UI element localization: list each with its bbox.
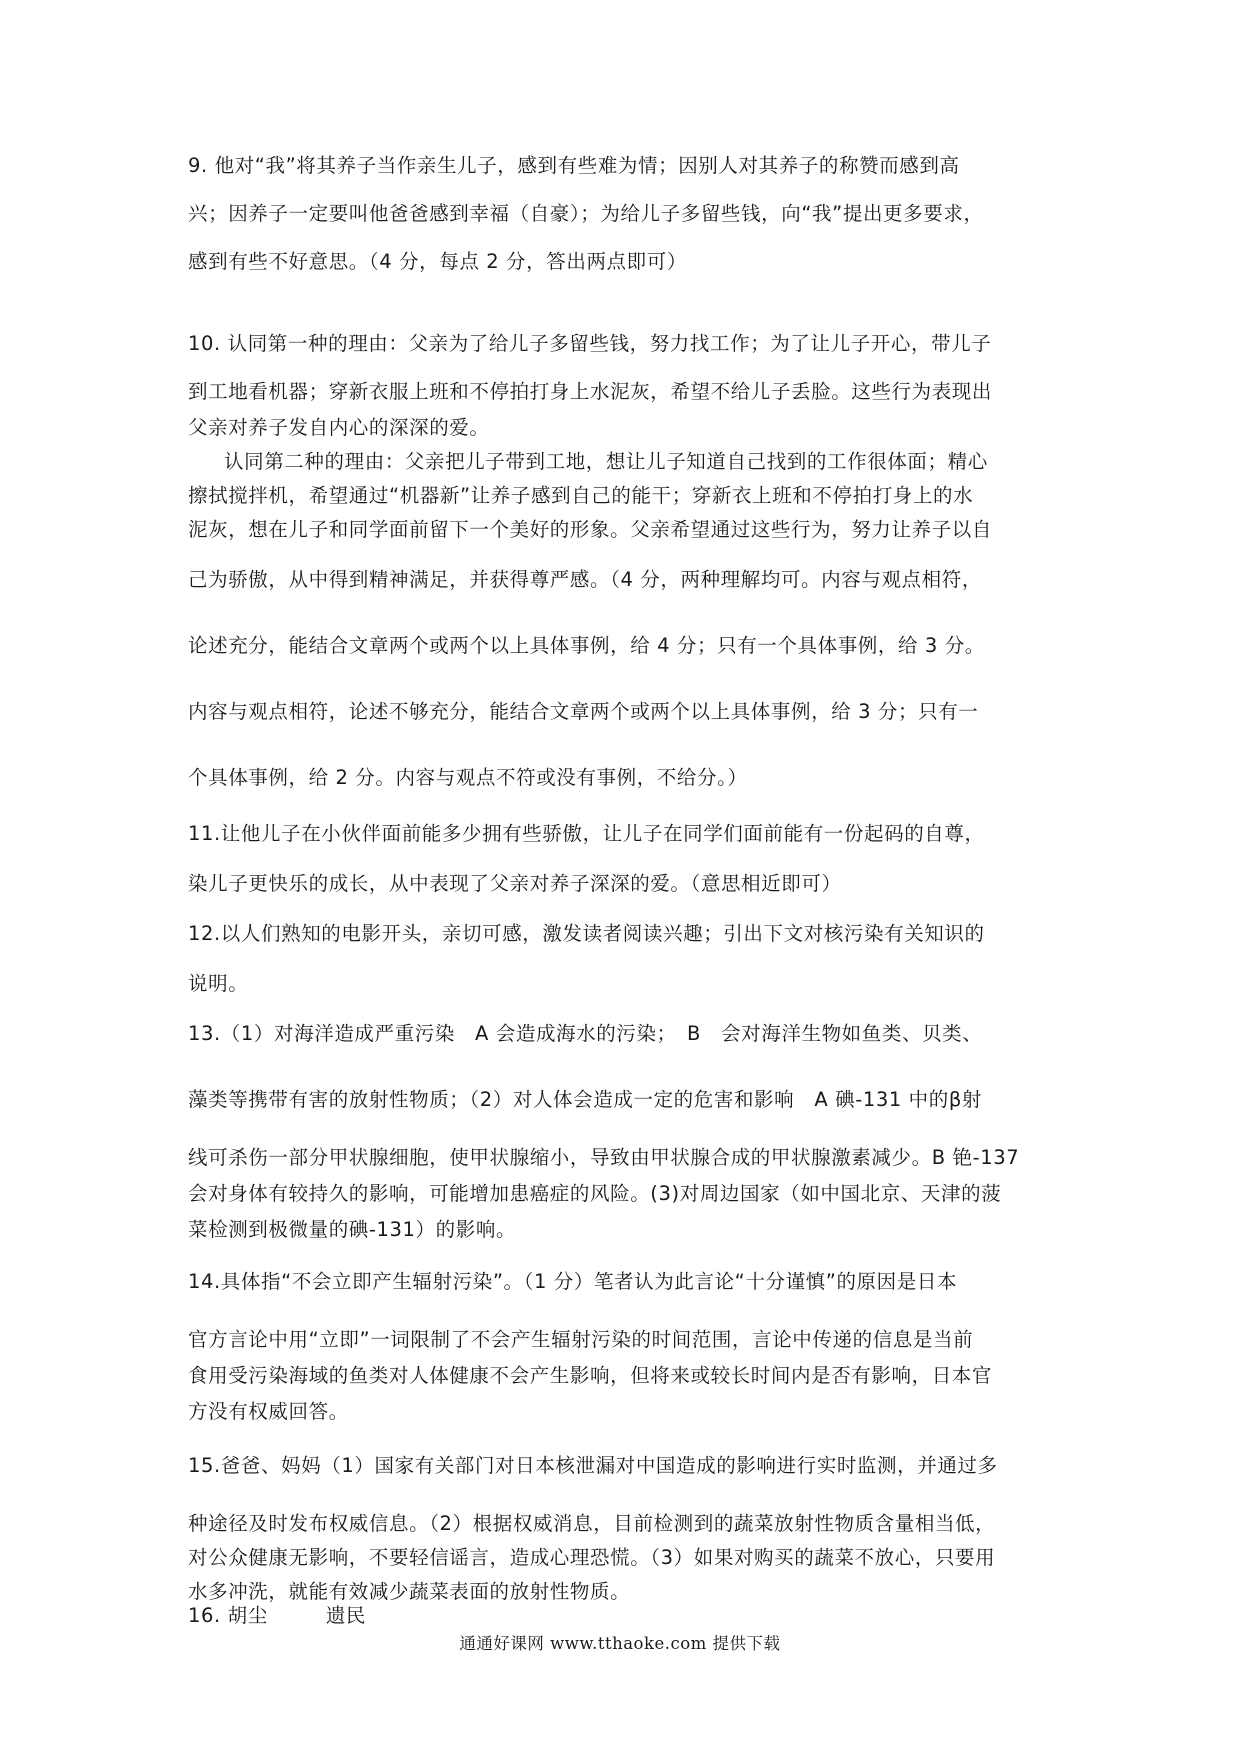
answer-10-line-1: 10. 认同第一种的理由：父亲为了给儿子多留些钱，努力找工作；为了让儿子开心，带儿子: [188, 332, 992, 355]
answer-15-line-3: 对公众健康无影响，不要轻信谣言，造成心理恐慌。（3）如果对购买的蔬菜不放心，只要用: [188, 1546, 996, 1569]
answer-10-line-4: 认同第二种的理由：父亲把儿子带到工地，想让儿子知道自己找到的工作很体面；精心: [224, 450, 988, 473]
answer-10-line-9: 内容与观点相符，论述不够充分，能结合文章两个或两个以上具体事例，给 3 分；只有一: [188, 700, 979, 723]
answer-15-line-4: 水多冲洗，就能有效减少蔬菜表面的放射性物质。: [188, 1580, 631, 1603]
answer-15-line-1: 15.爸爸、妈妈（1）国家有关部门对日本核泄漏对中国造成的影响进行实时监测，并通过多: [188, 1454, 998, 1477]
answer-13-line-3: 线可杀伤一部分甲状腺细胞，使甲状腺缩小，导致由甲状腺合成的甲状腺激素减少。B 铯-137: [188, 1146, 1020, 1169]
answer-10-line-3: 父亲对养子发自内心的深深的爱。: [188, 416, 490, 439]
answer-13-line-4: 会对身体有较持久的影响，可能增加患癌症的风险。(3)对周边国家（如中国北京、天津的菠: [188, 1182, 1002, 1205]
answer-14-line-4: 方没有权威回答。: [188, 1400, 349, 1423]
answer-16: [188, 1600, 1058, 1628]
footer-source: 通通好课网 www.tthaoke.com 提供下载: [459, 1634, 781, 1653]
answer-9-line-1: 9. 他对“我”将其养子当作亲生儿子，感到有些难为情；因别人对其养子的称赞而感到高: [188, 154, 960, 177]
answer-12-line-1: 12.以人们熟知的电影开头，亲切可感，激发读者阅读兴趣；引出下文对核污染有关知识的: [188, 922, 985, 945]
answer-10-line-2: 到工地看机器；穿新衣服上班和不停拍打身上水泥灰，希望不给儿子丢脸。这些行为表现出: [188, 380, 993, 403]
answer-9-line-3: 感到有些不好意思。（4 分，每点 2 分，答出两点即可）: [188, 250, 687, 273]
answer-13-line-2: 藻类等携带有害的放射性物质；（2）对人体会造成一定的危害和影响 A 碘-131 中的β射: [188, 1088, 982, 1111]
answer-10-line-6: 泥灰，想在儿子和同学面前留下一个美好的形象。父亲希望通过这些行为，努力让养子以自: [188, 518, 993, 541]
answer-16-number: 16. 胡尘: [188, 1604, 268, 1627]
answer-11-line-1: 11.让他儿子在小伙伴面前能多少拥有些骄傲，让儿子在同学们面前能有一份起码的自尊，: [188, 822, 985, 845]
answer-10-line-8: 论述充分，能结合文章两个或两个以上具体事例，给 4 分；只有一个具体事例，给 3 分。: [188, 634, 985, 657]
answer-13-line-1: 13.（1）对海洋造成严重污染 A 会造成海水的污染； B 会对海洋生物如鱼类、贝类、: [188, 1022, 983, 1045]
answer-14-line-1: 14.具体指“不会立即产生辐射污染”。（1 分）笔者认为此言论“十分谨慎”的原因是日本: [188, 1270, 958, 1293]
answer-10-line-10: 个具体事例，给 2 分。内容与观点不符或没有事例，不给分。）: [188, 766, 748, 789]
answer-12-line-2: 说明。: [188, 972, 249, 995]
answer-10-line-7: 己为骄傲，从中得到精神满足，并获得尊严感。（4 分，两种理解均可。内容与观点相符，: [188, 568, 982, 591]
answer-15-line-2: 种途径及时发布权威信息。（2）根据权威消息，目前检测到的蔬菜放射性物质含量相当低，: [188, 1512, 996, 1535]
answer-9-line-2: 兴；因养子一定要叫他爸爸感到幸福（自豪）；为给儿子多留些钱，向“我”提出更多要求，: [188, 202, 984, 225]
answer-16-word: 遗民: [325, 1604, 367, 1627]
answer-10-line-5: 擦拭搅拌机，希望通过“机器新”让养子感到自己的能干；穿新衣上班和不停拍打身上的水: [188, 484, 974, 507]
answer-11-line-2: 染儿子更快乐的成长，从中表现了父亲对养子深深的爱。（意思相近即可）: [188, 872, 842, 895]
answer-14-line-2: 官方言论中用“立即”一词限制了不会产生辐射污染的时间范围，言论中传递的信息是当前: [188, 1328, 974, 1351]
answer-14-line-3: 食用受污染海域的鱼类对人体健康不会产生影响，但将来或较长时间内是否有影响，日本官: [188, 1364, 993, 1387]
answer-13-line-5: 菜检测到极微量的碘-131）的影响。: [188, 1218, 517, 1241]
